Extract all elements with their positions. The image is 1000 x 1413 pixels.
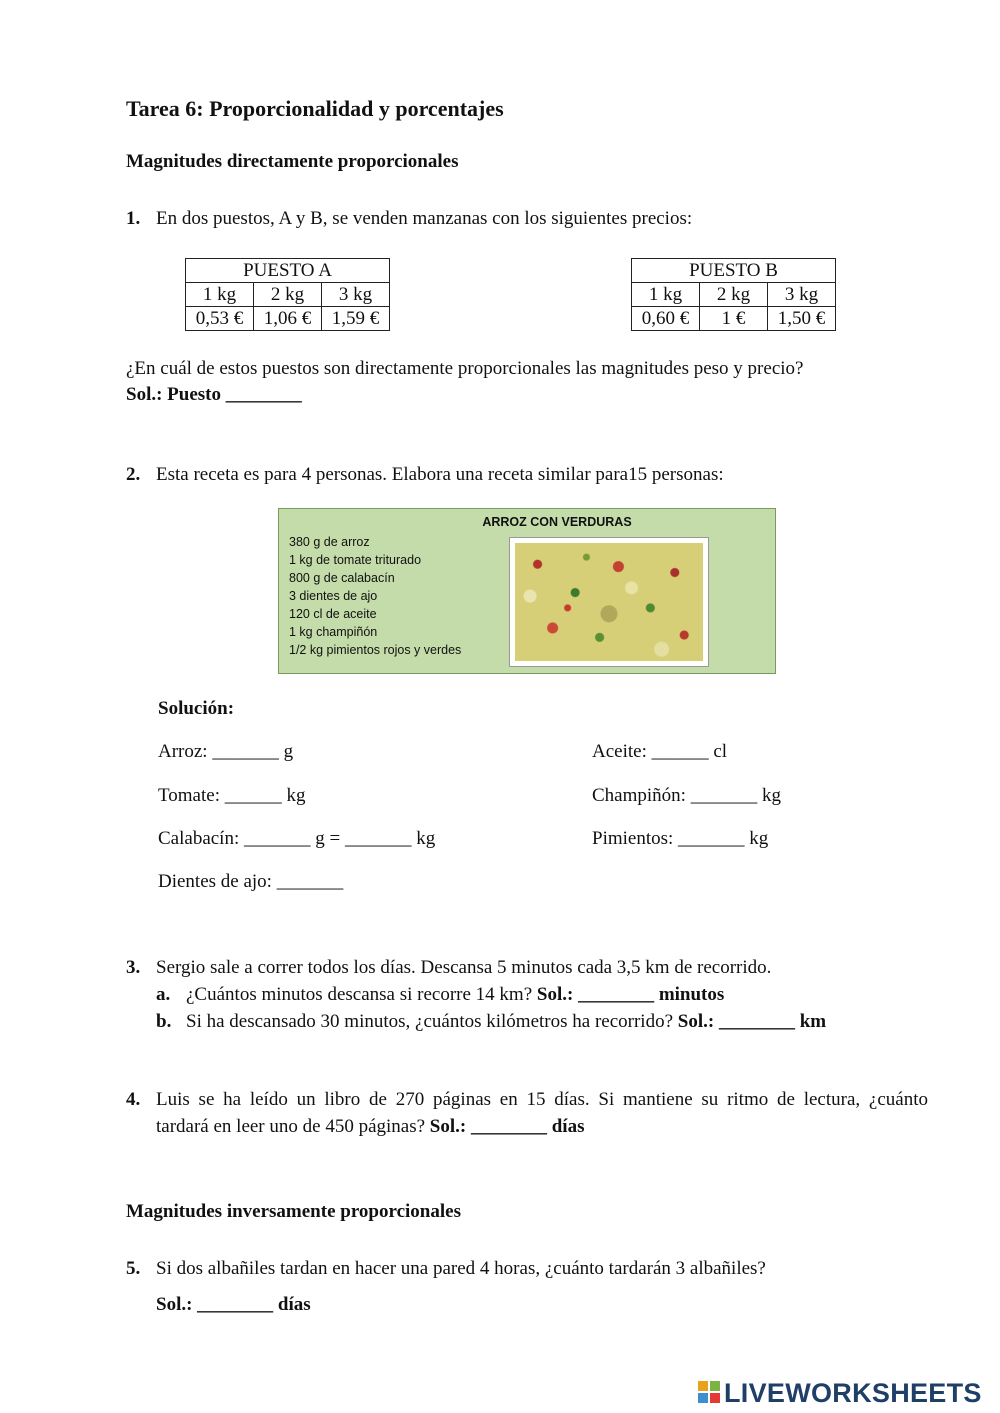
recipe-item: 800 g de calabacín (289, 571, 395, 585)
question-text: Esta receta es para 4 personas. Elabora una receta similar para15 personas: (156, 464, 724, 485)
question-1-prompt: ¿En cuál de estos puestos son directamente proporcionales las magnitudes peso y precio? (126, 358, 804, 379)
question-text-line1: Luis se ha leído un libro de 270 páginas en 15 días. Si mantiene su ritmo de lectura, ¿cuánto (156, 1089, 928, 1110)
question-number: 1. (126, 208, 141, 229)
question-4-answer[interactable]: Sol.: ________ días (429, 1116, 585, 1137)
question-text: En dos puestos, A y B, se venden manzanas con los siguientes precios: (156, 208, 693, 229)
question-5-answer[interactable]: Sol.: ________ días (156, 1294, 311, 1315)
page-title: Tarea 6: Proporcionalidad y porcentajes (126, 96, 504, 121)
recipe-item: 1 kg de tomate triturado (289, 553, 422, 567)
section-heading-direct: Magnitudes directamente proporcionales (126, 151, 459, 172)
answer-pimientos[interactable]: Pimientos: _______ kg (592, 828, 769, 849)
table-header-cell: 1 kg (632, 283, 700, 307)
rice-image (515, 543, 703, 661)
answer-dientes-ajo[interactable]: Dientes de ajo: _______ (158, 871, 344, 892)
recipe-ingredients (289, 533, 461, 659)
answer-calabacin[interactable]: Calabacín: _______ g = _______ kg (158, 828, 436, 849)
table-value-cell: 1,59 € (322, 307, 390, 331)
question-3a-answer[interactable]: Sol.: ________ minutos (536, 984, 725, 1005)
question-number: 4. (126, 1089, 141, 1110)
logo-text: LIVEWORKSHEETS (724, 1378, 982, 1408)
table-puesto-a (185, 258, 390, 331)
section-heading-inverse: Magnitudes inversamente proporcionales (126, 1201, 461, 1222)
answer-arroz[interactable]: Arroz: _______ g (158, 741, 294, 762)
table-title: PUESTO B (632, 259, 836, 283)
question-text: Sergio sale a correr todos los días. Descansa 5 minutos cada 3,5 km de recorrido. (156, 957, 772, 978)
answer-aceite[interactable]: Aceite: ______ cl (592, 741, 728, 762)
recipe-item: 1 kg champiñón (289, 625, 378, 639)
question-text-line2: tardará en leer uno de 450 páginas? (156, 1116, 426, 1137)
subquestion-text: ¿Cuántos minutos descansa si recorre 14 km? (186, 984, 533, 1005)
question-2 (126, 464, 724, 486)
subquestion-text: Si ha descansado 30 minutos, ¿cuántos kilómetros ha recorrido? (186, 1011, 674, 1032)
question-3b-answer[interactable]: Sol.: ________ km (677, 1011, 827, 1032)
question-number: 2. (126, 464, 141, 485)
recipe-item: 3 dientes de ajo (289, 589, 378, 603)
rice-dish-photo (509, 537, 709, 667)
question-3b (156, 1011, 826, 1033)
solution-label: Solución: (158, 698, 235, 719)
answer-tomate[interactable]: Tomate: ______ kg (158, 785, 306, 806)
table-header-cell: 1 kg (186, 283, 254, 307)
table-puesto-b (631, 258, 836, 331)
recipe-item: 1/2 kg pimientos rojos y verdes (289, 643, 462, 657)
question-3 (126, 957, 771, 979)
question-number: 3. (126, 957, 141, 978)
table-header-cell: 2 kg (700, 283, 768, 307)
answer-champinon[interactable]: Champiñón: _______ kg (592, 785, 781, 806)
question-4-line2 (156, 1116, 584, 1138)
table-value-cell: 1,50 € (768, 307, 836, 331)
question-4 (126, 1089, 928, 1111)
question-1-answer[interactable]: Sol.: Puesto ________ (126, 384, 302, 405)
table-value-cell: 1,06 € (254, 307, 322, 331)
question-3a (156, 984, 724, 1006)
table-header-cell: 2 kg (254, 283, 322, 307)
liveworksheets-logo[interactable] (698, 1378, 982, 1409)
table-title: PUESTO A (186, 259, 390, 283)
recipe-item: 120 cl de aceite (289, 607, 377, 621)
question-number: 5. (126, 1258, 141, 1279)
table-value-cell: 0,53 € (186, 307, 254, 331)
question-1 (126, 208, 692, 230)
recipe-item: 380 g de arroz (289, 535, 370, 549)
subquestion-label: a. (156, 984, 171, 1005)
table-header-cell: 3 kg (768, 283, 836, 307)
table-value-cell: 1 € (700, 307, 768, 331)
liveworksheets-logo-icon (698, 1381, 722, 1405)
recipe-title: ARROZ CON VERDURAS (482, 515, 632, 529)
recipe-card (278, 508, 776, 674)
table-value-cell: 0,60 € (632, 307, 700, 331)
question-text: Si dos albañiles tardan en hacer una pared 4 horas, ¿cuánto tardarán 3 albañiles? (156, 1258, 766, 1279)
subquestion-label: b. (156, 1011, 172, 1032)
question-5 (126, 1258, 766, 1280)
table-header-cell: 3 kg (322, 283, 390, 307)
